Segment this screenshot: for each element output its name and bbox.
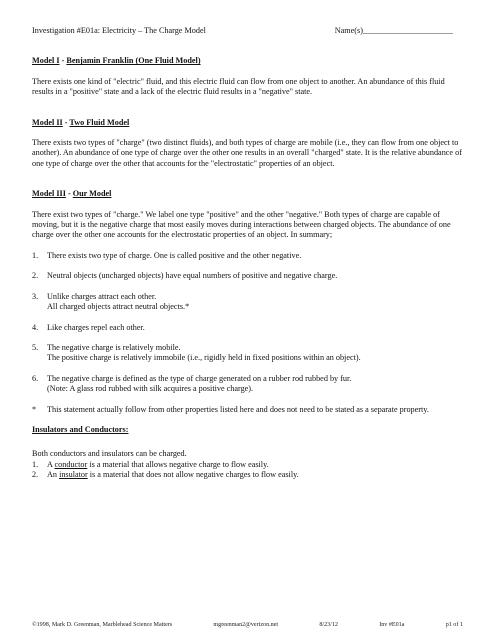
model2-body: There exists two types of "charge" (two distinct fluids), and both types of charge are mobile (i.e., they can flow from one object to another). An abundance of one type of charge over the other one results in an overall "charged" state. It is the relative abundance of one type of charge over the other that accounts for the "electrostatic" properties of an object.	[32, 138, 462, 168]
item-number: 1.	[32, 250, 39, 260]
item-text: There exists two type of charge. One is called positive and the other negative.	[47, 250, 302, 260]
footer-inv: Inv #E01a	[379, 622, 405, 628]
model3-body: There exist two types of "charge." We label one type "positive" and the other "negative." Both types of charge are capable of moving, but it is the negative charge that most easily moves during interactions between charged objects. The abundance of one charge over the other one accounts for the electrostatic properties of an object. In summary;	[32, 209, 451, 240]
list-item	[32, 374, 463, 395]
model1-heading	[32, 56, 463, 66]
model2-name: Two Fluid Model	[69, 117, 130, 127]
item-text: is a material that does not allow negative charges to flow easily.	[87, 470, 299, 480]
conductor-term: conductor	[54, 459, 88, 469]
list-item	[32, 460, 463, 470]
item-text: The negative charge is defined as the type of charge generated on a rubber rod rubbed by fur.	[47, 373, 352, 383]
footer-date: 8/23/12	[319, 622, 338, 628]
item-text: Neutral objects (uncharged objects) have equal numbers of positive and negative charge.	[47, 271, 338, 281]
model1-name: Benjamin Franklin (One Fluid Model)	[66, 56, 201, 66]
list-item	[32, 323, 463, 333]
footer-page: p1 of 1	[445, 622, 463, 628]
model2-sep: -	[62, 117, 70, 127]
list-item	[32, 292, 463, 313]
item-prefix: An	[47, 470, 60, 480]
item-number: 1.	[32, 459, 39, 469]
item-text: Like charges repel each other.	[47, 322, 145, 332]
item-text: Unlike charges attract each other.	[47, 291, 157, 301]
model2-label: Model II	[32, 117, 63, 127]
footer-email: mgreenman2@verizon.net	[213, 622, 279, 628]
model3-label: Model III	[32, 189, 66, 199]
investigation-title: Investigation #E01a: Electricity – The Charge Model	[32, 26, 206, 35]
item-number: 6.	[32, 373, 39, 383]
model1-label: Model I	[32, 56, 60, 66]
insulators-title: Insulators and Conductors:	[32, 424, 129, 434]
item-number: 5.	[32, 342, 39, 352]
model3-name: Our Model	[72, 189, 112, 199]
model1-sep: -	[59, 56, 67, 66]
page-footer	[32, 620, 463, 630]
model2-heading	[32, 118, 463, 128]
footnote-text: This statement actually follow from other properties listed here and does not need to be stated as a separate property.	[47, 404, 429, 414]
page-header	[32, 26, 463, 36]
list-item	[32, 470, 463, 480]
item-text: (Note: A glass rod rubbed with silk acquires a positive charge).	[47, 384, 254, 394]
footnote-item	[32, 405, 463, 415]
model1-body: There exists one kind of "electric" fluid, and this electric fluid can flow from one object to another. An abundance of this fluid results in a "positive" state and a lack of the electric fluid results in a "negative" state.	[32, 76, 445, 97]
item-number: 4.	[32, 322, 39, 332]
insulators-intro: Both conductors and insulators can be charged.	[32, 449, 187, 459]
item-prefix: A	[47, 459, 55, 469]
footnote-marker: *	[32, 404, 37, 414]
list-item	[32, 343, 463, 364]
footer-copyright: ©1998, Mark D. Greenman, Marblehead Science Matters	[32, 622, 173, 628]
list-item	[32, 251, 463, 261]
model3-sep: -	[65, 189, 73, 199]
insulator-term: insulator	[59, 470, 88, 480]
item-text: is a material that allows negative charge to flow easily.	[87, 459, 269, 469]
list-item	[32, 271, 463, 281]
item-number: 2.	[32, 271, 39, 281]
summary-list	[32, 251, 463, 415]
item-text: All charged objects attract neutral objects.*	[47, 302, 190, 312]
name-field: Name(s)______________________	[334, 26, 453, 35]
insulators-heading	[32, 425, 463, 435]
model3-heading	[32, 189, 463, 199]
item-text: The negative charge is relatively mobile.	[47, 342, 181, 352]
item-number: 2.	[32, 470, 39, 480]
item-text: The positive charge is relatively immobile (i.e., rigidly held in fixed positions within an object).	[47, 353, 361, 363]
item-number: 3.	[32, 291, 39, 301]
